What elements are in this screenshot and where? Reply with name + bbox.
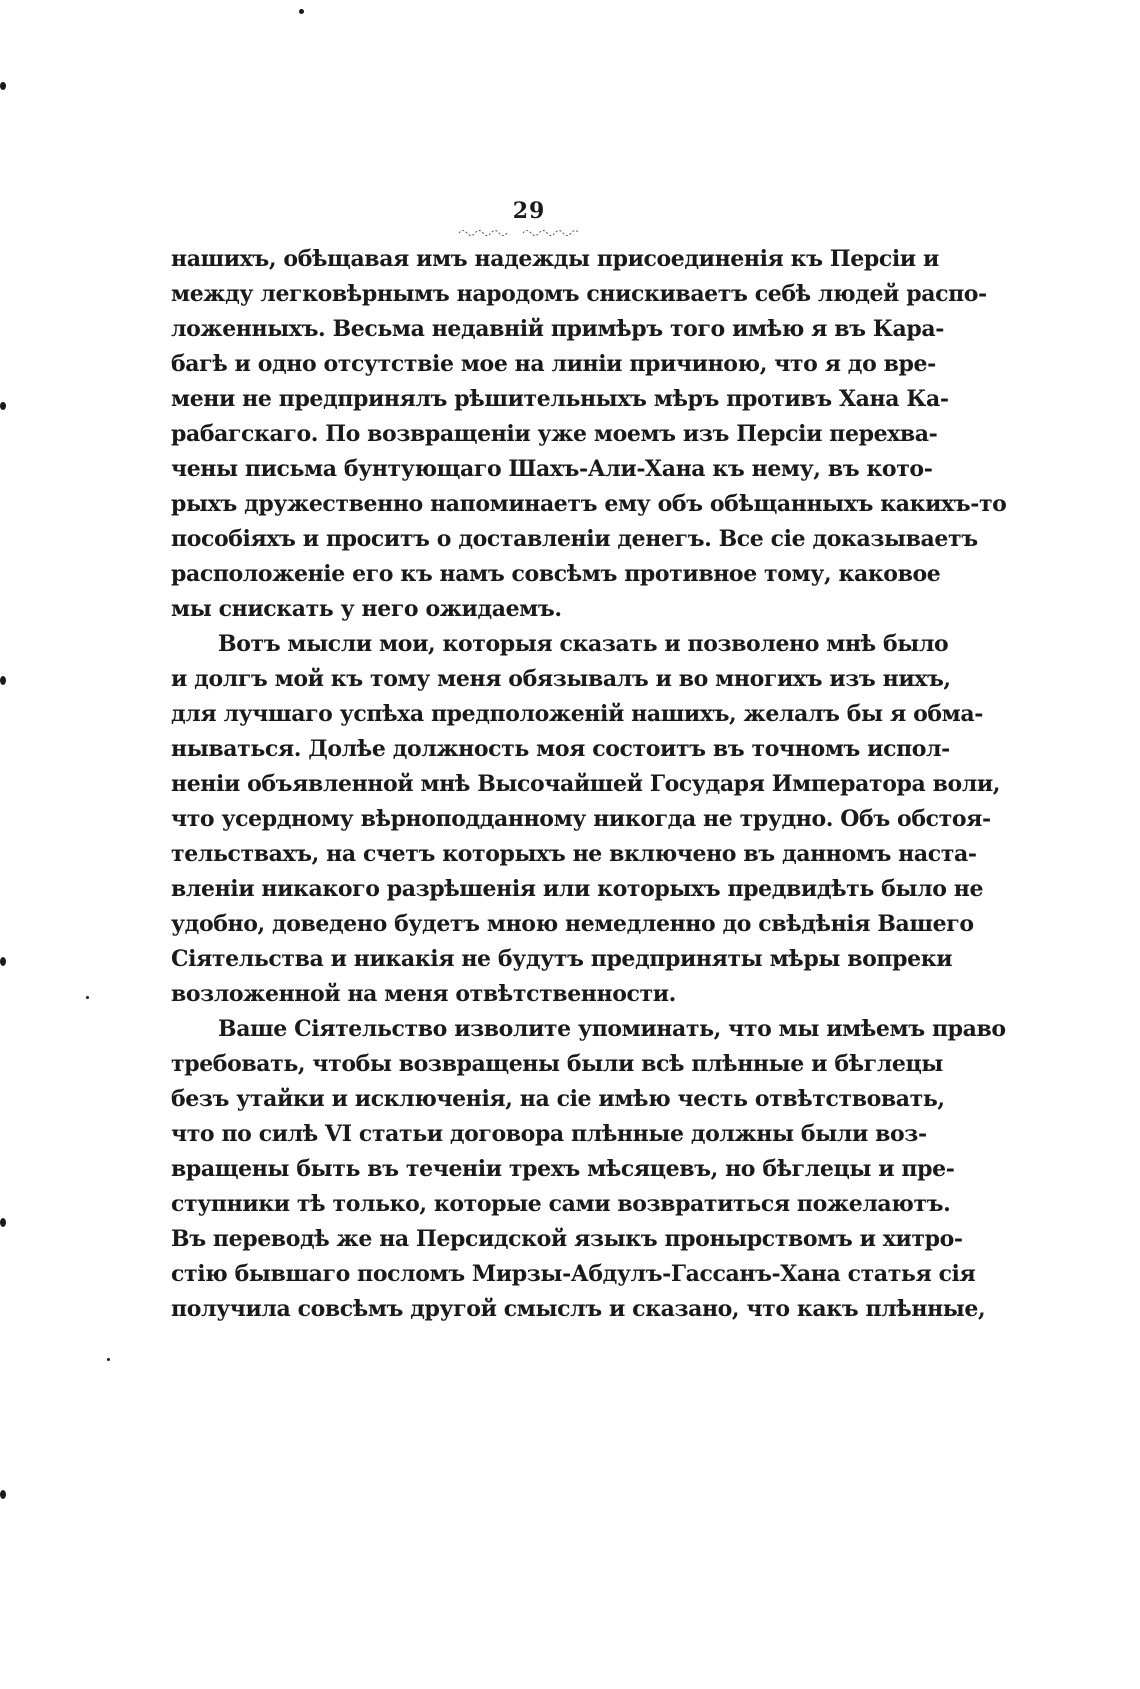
- text-line: пособіяхъ и проситъ о доставленіи денегъ. Все сіе доказываетъ: [171, 526, 978, 552]
- scan-speck: [0, 1490, 6, 1499]
- text-line: безъ утайки и исключенія, на сіе имѣю честь отвѣтствовать,: [171, 1086, 945, 1112]
- text-line: ступники тѣ только, которые сами возвратиться пожелаютъ.: [171, 1191, 951, 1217]
- scan-speck: [0, 1218, 6, 1227]
- text-line: багѣ и одно отсутствіе мое на линіи причиною, что я до вре-: [171, 351, 936, 377]
- page-number: 29: [512, 198, 546, 224]
- text-line: удобно, доведено будетъ мною немедленно до свѣдѣнія Вашего: [171, 911, 974, 937]
- text-line: стію бывшаго посломъ Мирзы-Абдулъ-Гассанъ-Хана статья сія: [171, 1261, 976, 1287]
- wavy-rule-ornament: [457, 226, 597, 238]
- text-line: вращены быть въ теченіи трехъ мѣсяцевъ, но бѣглецы и пре-: [171, 1156, 955, 1182]
- text-line: возложенной на меня отвѣтственности.: [171, 981, 676, 1007]
- scan-speck: [107, 1358, 110, 1361]
- text-line: что по силѣ VI статьи договора плѣнные должны были воз-: [171, 1121, 927, 1147]
- text-line: неніи объявленной мнѣ Высочайшей Государя Императора воли,: [171, 771, 1001, 797]
- scan-speck: [0, 957, 6, 966]
- text-line: между легковѣрнымъ народомъ снискиваетъ себѣ людей распо-: [171, 281, 987, 307]
- text-line: рабагскаго. По возвращеніи уже моемъ изъ Персіи перехва-: [171, 421, 938, 447]
- text-line: вленіи никакого разрѣшенія или которыхъ предвидѣть было не: [171, 876, 984, 902]
- scan-speck: [0, 402, 6, 410]
- scan-speck: [299, 9, 304, 14]
- text-line: что усердному вѣрноподданному никогда не трудно. Объ обстоя-: [171, 806, 991, 832]
- text-line: тельствахъ, на счетъ которыхъ не включено въ данномъ наста-: [171, 841, 977, 867]
- paragraph-first-line: Вотъ мысли мои, которыя сказать и позволено мнѣ было: [218, 631, 949, 657]
- text-line: для лучшаго успѣха предположеній нашихъ, желалъ бы я обма-: [171, 701, 983, 727]
- text-line: нашихъ, обѣщавая имъ надежды присоединенія къ Персіи и: [171, 246, 939, 272]
- text-line: мы снискать у него ожидаемъ.: [171, 596, 562, 622]
- text-line: Въ переводѣ же на Персидской языкъ пронырствомъ и хитро-: [171, 1226, 963, 1252]
- scan-speck: [0, 82, 6, 90]
- text-line: требовать, чтобы возвращены были всѣ плѣнные и бѣглецы: [171, 1051, 943, 1077]
- scan-speck: [0, 676, 6, 685]
- text-line: рыхъ дружественно напоминаетъ ему объ обѣщанныхъ какихъ-то: [171, 491, 1007, 517]
- text-line: ложенныхъ. Весьма недавній примѣръ того имѣю я въ Кара-: [171, 316, 944, 342]
- paragraph-first-line: Ваше Сіятельство изволите упоминать, что мы имѣемъ право: [218, 1016, 1006, 1042]
- text-line: расположеніе его къ намъ совсѣмъ противное тому, каковое: [171, 561, 941, 587]
- text-line: получила совсѣмъ другой смыслъ и сказано, что какъ плѣнные,: [171, 1296, 986, 1322]
- text-line: нываться. Долѣе должность моя состоитъ въ точномъ испол-: [171, 736, 950, 762]
- text-line: чены письма бунтующаго Шахъ-Али-Хана къ нему, въ кото-: [171, 456, 933, 482]
- text-line: и долгъ мой къ тому меня обязывалъ и во многихъ изъ нихъ,: [171, 666, 951, 692]
- text-line: Сіятельства и никакія не будутъ предприняты мѣры вопреки: [171, 946, 953, 972]
- text-line: мени не предпринялъ рѣшительныхъ мѣръ противъ Хана Ка-: [171, 386, 949, 412]
- scan-speck: [86, 996, 89, 999]
